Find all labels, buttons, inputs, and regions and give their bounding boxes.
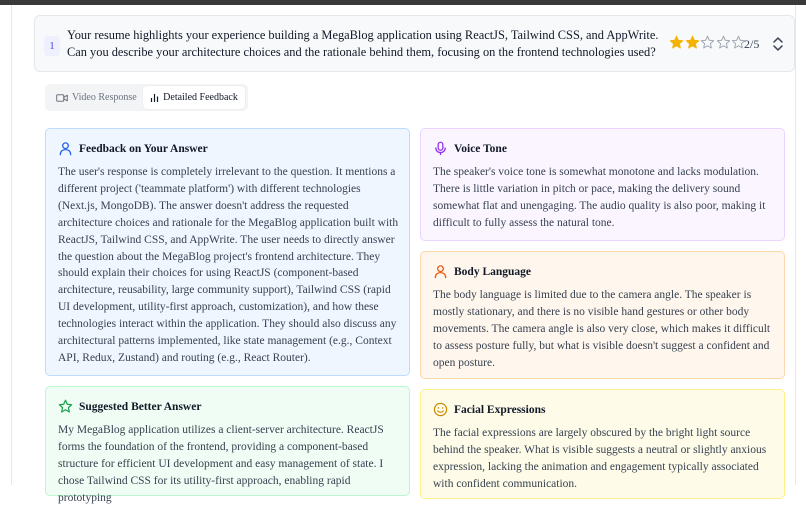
facial-expressions-card <box>420 389 785 499</box>
question-number: 1 <box>44 36 60 56</box>
bar-chart-icon <box>150 93 159 103</box>
star-filled-icon <box>685 35 700 50</box>
right-border <box>795 5 796 485</box>
tab-video-response[interactable] <box>48 86 145 109</box>
tab-detailed-feedback-label: Detailed Feedback <box>163 92 238 103</box>
rating-score: 2/5 <box>744 37 760 51</box>
response-tabs <box>45 84 248 111</box>
feedback-title: Feedback on Your Answer <box>79 142 208 155</box>
left-border <box>11 5 12 485</box>
voice-tone-title: Voice Tone <box>454 142 507 155</box>
rating-stars <box>669 35 747 50</box>
suggested-answer-card <box>45 386 410 504</box>
tab-detailed-feedback[interactable] <box>143 86 245 109</box>
star-empty-icon <box>700 35 715 50</box>
expand-toggle-icon[interactable] <box>772 35 784 53</box>
window-top-bar <box>0 0 806 5</box>
feedback-card <box>45 128 410 376</box>
question-text: Your resume highlights your experience building a MegaBlog application using ReactJS, Tailwind CSS, and AppWrite. Can you describe your architecture choices and the rationale behind them, focusing on the frontend technologies used? <box>67 28 659 59</box>
suggested-answer-text: My MegaBlog application utilizes a client-server architecture. ReactJS forms the foundation of the frontend, providing a component-based structure for efficient UI development and easy management of state. I chose Tailwind CSS for its utility-first approach, enabling rapid prototyping <box>58 424 384 504</box>
question-card[interactable] <box>34 15 795 72</box>
person-icon <box>433 264 448 279</box>
star-empty-icon <box>716 35 731 50</box>
tab-video-response-label: Video Response <box>72 92 137 103</box>
suggested-answer-title: Suggested Better Answer <box>79 400 202 413</box>
user-icon <box>58 141 73 156</box>
star-outline-icon <box>58 399 73 414</box>
facial-expressions-text: The facial expressions are largely obscured by the bright light source behind the speaker. What is visible suggests a neutral or slightly anxious expression, lacking the animation and engagement typically associated with confident communication. <box>433 427 767 490</box>
voice-tone-text: The speaker's voice tone is somewhat monotone and lacks modulation. There is little variation in pitch or pace, making the delivery sound somewhat flat and unengaging. The audio quality is also poor, making it difficult to fully assess the natural tone. <box>433 166 766 229</box>
star-filled-icon <box>669 35 684 50</box>
body-language-card <box>420 251 785 379</box>
video-camera-icon <box>56 93 68 103</box>
smile-icon <box>433 402 448 417</box>
feedback-text: The user's response is completely irrelevant to the question. It mentions a different project ('teammate platform') with different technologies (Next.js, MongoDB). The answer doesn't address the requested architecture choices and rationale for the MegaBlog application built with ReactJS, Tailwind CSS, and AppWrite. The user needs to directly answer the question about the MegaBlog project's frontend architecture. They should explain their choices for using ReactJS (component-based architecture, reusability, large community support), Tailwind CSS (rapid UI development, utility-first approach, customization), and how these technologies interact within the application. They should also discuss any architectural patterns implemented, like state management (e.g., Context API, Redux, Zustand) and routing (e.g., React Router). <box>58 166 399 364</box>
facial-expressions-title: Facial Expressions <box>454 403 546 416</box>
body-language-title: Body Language <box>454 265 532 278</box>
voice-tone-card <box>420 128 785 241</box>
body-language-text: The body language is limited due to the camera angle. The speaker is mostly stationary, and there is no visible hand gestures or other body movements. The camera angle is also very close, which makes it difficult to assess posture fully, but what is visible doesn't suggest a confident and open posture. <box>433 289 771 369</box>
microphone-icon <box>433 141 448 156</box>
